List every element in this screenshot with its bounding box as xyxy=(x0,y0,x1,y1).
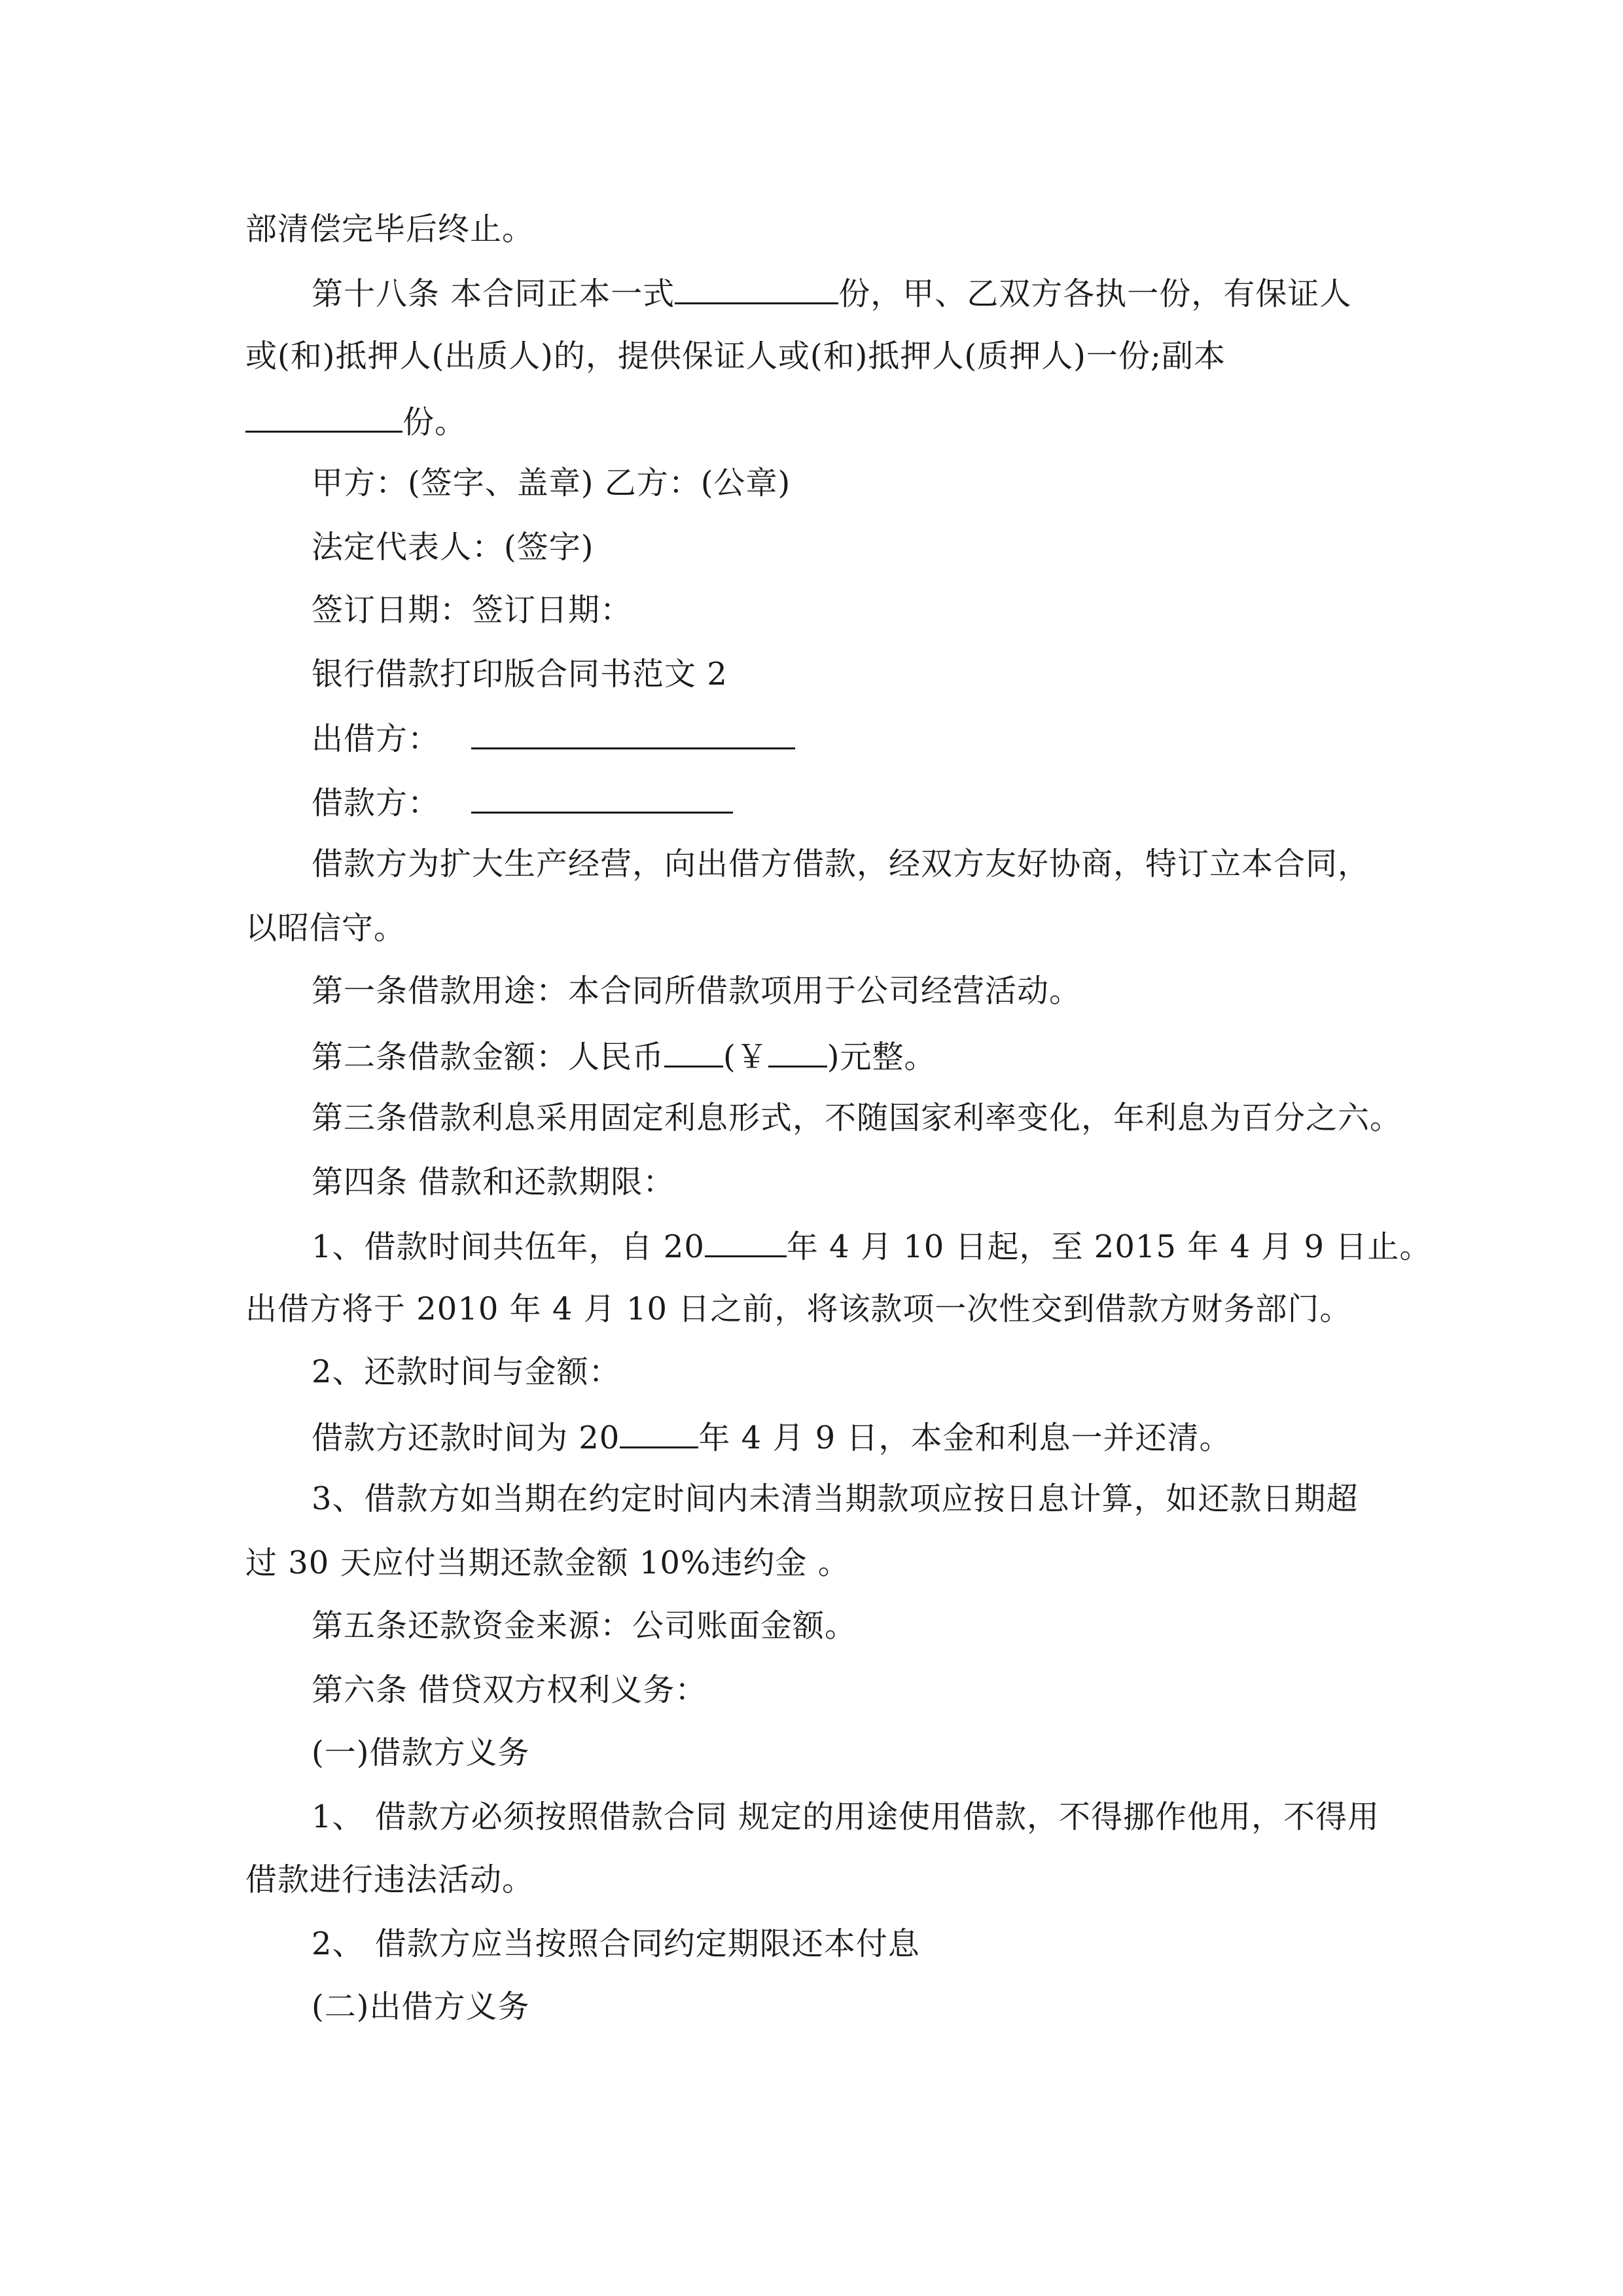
text-line: 借款进行违法活动。 xyxy=(245,1861,535,1898)
repayment-time xyxy=(312,1416,1231,1458)
text-line: 年 4 月 10 日起，至 2015 年 4 月 9 日止。 xyxy=(786,1229,1432,1265)
legal-representative xyxy=(312,528,594,567)
text-line: 3、借款方如当期在约定时间内未清当期款项应按日息计算，如还款日期超 xyxy=(312,1480,1359,1517)
article-18-line-2 xyxy=(245,336,1226,376)
borrower-obligation-1-cont xyxy=(245,1860,534,1899)
borrower-obligations-heading xyxy=(312,1733,529,1772)
text-line: 第十八条 本合同正本一式 xyxy=(312,276,675,312)
preamble-line-1 xyxy=(312,844,1370,884)
text-line: 出借方： xyxy=(312,721,440,757)
text-line: 法定代表人：(签字) xyxy=(312,529,594,565)
term-clause-2 xyxy=(312,1352,621,1391)
amount-yuan-blank[interactable] xyxy=(768,1035,827,1067)
text-line: (￥ xyxy=(723,1039,768,1075)
text-line: 第二条借款金额：人民币 xyxy=(312,1039,665,1075)
article-2-amount xyxy=(312,1035,936,1077)
lender-obligations-heading xyxy=(312,1987,529,2026)
text-line: 签订日期：签订日期： xyxy=(312,592,633,628)
term-clause-1-cont xyxy=(245,1289,1351,1329)
text-line: 部清偿完毕后终止。 xyxy=(245,211,535,247)
repay-year-blank[interactable] xyxy=(620,1416,698,1448)
article-6-rights xyxy=(312,1670,707,1710)
article-18-line-3 xyxy=(245,401,467,442)
term-clause-1 xyxy=(312,1225,1431,1266)
paragraph-termination-end xyxy=(245,209,534,249)
term-clause-3 xyxy=(312,1479,1359,1518)
loan-year-blank[interactable] xyxy=(705,1225,787,1257)
article-5-source xyxy=(312,1606,857,1645)
lender-line xyxy=(312,717,795,759)
text-line: 或(和)抵押人(出质人)的，提供保证人或(和)抵押人(质押人)一份;副本 xyxy=(245,338,1226,374)
preamble-line-2 xyxy=(245,908,406,948)
text-line: 以昭信守。 xyxy=(245,910,406,946)
borrower-obligation-2 xyxy=(312,1924,920,1964)
lender-blank[interactable] xyxy=(471,717,795,749)
signing-date xyxy=(312,590,632,630)
signature-parties xyxy=(312,463,791,503)
text-line: 过 30 天应付当期还款金额 10%违约金 。 xyxy=(245,1545,850,1581)
text-line: 第三条借款利息采用固定利息形式，不随国家利率变化，年利息为百分之六。 xyxy=(312,1100,1402,1136)
text-line: 2、 借款方应当按照合同约定期限还本付息 xyxy=(312,1926,920,1962)
borrower-line xyxy=(312,781,733,823)
text-line: 借款方还款时间为 20 xyxy=(312,1420,620,1456)
section-title-template-2 xyxy=(312,655,728,694)
text-line: 年 4 月 9 日，本金和利息一并还清。 xyxy=(698,1420,1232,1456)
text-line: 银行借款打印版合同书范文 2 xyxy=(312,656,728,692)
article-3-interest xyxy=(312,1098,1402,1138)
text-line: )元整。 xyxy=(827,1039,936,1075)
text-line: 第五条还款资金来源：公司账面金额。 xyxy=(312,1607,857,1644)
text-line: 份，甲、乙双方各执一份，有保证人 xyxy=(838,276,1352,312)
copies-blank[interactable] xyxy=(675,272,838,304)
text-line: 第六条 借贷双方权利义务： xyxy=(312,1672,707,1708)
amount-rmb-blank[interactable] xyxy=(664,1035,723,1067)
text-line: (二)出借方义务 xyxy=(312,1988,530,2025)
text-line: 第四条 借款和还款期限： xyxy=(312,1164,675,1200)
text-line: 借款方： xyxy=(312,785,440,821)
term-clause-3-cont xyxy=(245,1543,850,1583)
text-line: 甲方：(签字、盖章) 乙方：(公章) xyxy=(312,465,791,501)
text-line: 1、 借款方必须按照借款合同 规定的用途使用借款，不得挪作他用，不得用 xyxy=(312,1799,1380,1835)
text-line: 份。 xyxy=(402,404,467,440)
text-line: 借款方为扩大生产经营，向出借方借款，经双方友好协商，特订立本合同， xyxy=(312,846,1370,882)
borrower-obligation-1 xyxy=(312,1797,1380,1837)
article-18-line-1 xyxy=(312,272,1351,314)
text-line: 2、还款时间与金额： xyxy=(312,1354,621,1390)
borrower-blank[interactable] xyxy=(471,781,733,814)
text-line: 1、借款时间共伍年，自 20 xyxy=(312,1229,705,1265)
text-line: 出借方将于 2010 年 4 月 10 日之前，将该款项一次性交到借款方财务部门。 xyxy=(245,1291,1352,1327)
article-1-purpose xyxy=(312,971,1081,1011)
duplicate-copies-blank[interactable] xyxy=(245,401,402,433)
text-line: 第一条借款用途：本合同所借款项用于公司经营活动。 xyxy=(312,973,1082,1009)
article-4-term xyxy=(312,1162,675,1202)
text-line: (一)借款方义务 xyxy=(312,1734,530,1771)
